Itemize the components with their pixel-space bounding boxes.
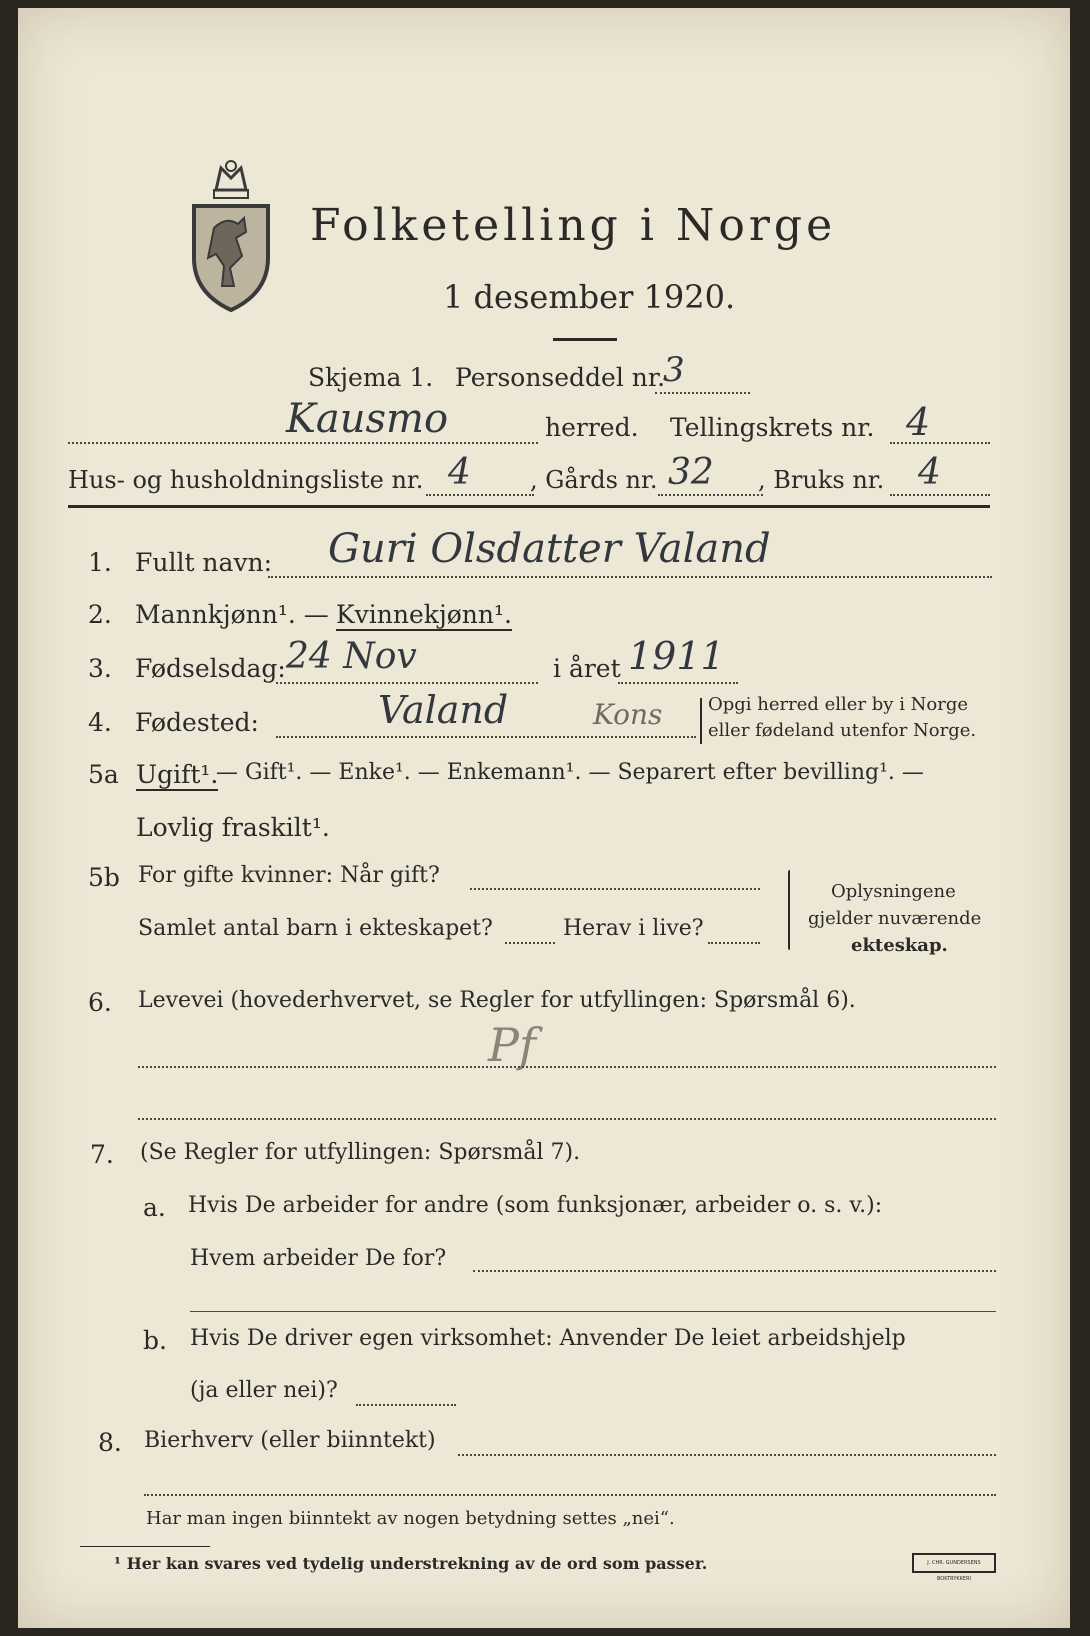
- gards-line: [658, 494, 763, 496]
- q2-number: 2.: [88, 600, 112, 629]
- q8-number: 8.: [98, 1428, 122, 1457]
- q5b-note-brace: [788, 870, 790, 950]
- q4-value-extra[interactable]: Kons: [593, 698, 663, 731]
- q8-line: [458, 1454, 996, 1456]
- q7a-letter: a.: [143, 1193, 166, 1222]
- q3-year-value[interactable]: 1911: [628, 634, 725, 678]
- q5b-barn-line: [505, 942, 555, 944]
- footnote: ¹ Her kan svares ved tydelig understrekning av de ord som passer.: [114, 1554, 708, 1573]
- q3-label: Fødselsdag:: [135, 654, 286, 683]
- q7b-line: [356, 1404, 456, 1406]
- form-date: 1 desember 1920.: [443, 278, 736, 316]
- q5b-line1: For gifte kvinner: Når gift?: [138, 863, 440, 888]
- bruks-label: , Bruks nr.: [758, 466, 885, 494]
- herred-value[interactable]: Kausmo: [286, 396, 449, 442]
- q6-number: 6.: [88, 988, 112, 1017]
- q6-value[interactable]: Pf: [488, 1018, 536, 1072]
- tellingskrets-value[interactable]: 4: [906, 400, 931, 444]
- q4-line: [276, 736, 696, 738]
- q5a-line2: Lovlig fraskilt¹.: [136, 813, 330, 842]
- tellingskrets-label: Tellingskrets nr.: [670, 413, 875, 442]
- q8-note: Har man ingen biinntekt av nogen betydning settes „nei“.: [146, 1508, 675, 1529]
- q5b-note-3: ekteskap.: [851, 935, 948, 956]
- personseddel-value[interactable]: 3: [663, 350, 685, 390]
- q4-label: Fødested:: [135, 708, 259, 737]
- q3-number: 3.: [88, 654, 112, 683]
- q5b-naar-gift-line: [470, 888, 760, 890]
- gards-label: , Gårds nr.: [530, 466, 658, 494]
- q1-line: [268, 576, 992, 578]
- bruks-value[interactable]: 4: [918, 452, 941, 493]
- herred-label: herred.: [545, 413, 639, 442]
- skjema-label: Skjema 1.: [308, 363, 434, 392]
- q6-line-2: [138, 1118, 996, 1120]
- footnote-divider: [80, 1546, 210, 1547]
- q5b-number: 5b: [88, 863, 120, 892]
- q7-number: 7.: [90, 1140, 114, 1169]
- q6-line-1: [138, 1066, 996, 1068]
- q2-mann: Mannkjønn¹. —: [135, 600, 329, 629]
- q5b-live-line: [708, 942, 760, 944]
- hus-line: [426, 494, 534, 496]
- gards-value[interactable]: 32: [668, 452, 714, 493]
- q4-note-brace: [700, 698, 702, 744]
- q7b-line1: Hvis De driver egen virksomhet: Anvender De leiet arbeidshjelp: [190, 1326, 906, 1351]
- form-title: Folketelling i Norge: [310, 200, 837, 251]
- census-form-page: [18, 8, 1070, 1628]
- q1-number: 1.: [88, 548, 112, 577]
- header-divider: [68, 505, 990, 508]
- q4-number: 4.: [88, 708, 112, 737]
- tellingskrets-line: [890, 442, 990, 444]
- q5a-number: 5a: [88, 760, 119, 789]
- personseddel-line: [655, 392, 750, 394]
- q2-kvinne[interactable]: Kvinnekjønn¹.: [336, 600, 512, 629]
- coat-of-arms-icon: [186, 158, 276, 318]
- q6-label: Levevei (hovederhvervet, se Regler for utfyllingen: Spørsmål 6).: [138, 988, 856, 1013]
- q3-value[interactable]: 24 Nov: [286, 636, 417, 677]
- q7b-letter: b.: [143, 1326, 167, 1355]
- q4-note-2: eller fødeland utenfor Norge.: [708, 720, 977, 741]
- q5a-ugift[interactable]: Ugift¹.: [136, 760, 219, 789]
- q5b-note-1: Oplysningene: [831, 881, 956, 902]
- q3-year-line: [618, 682, 738, 684]
- q5b-note-2: gjelder nuværende: [808, 908, 982, 929]
- bruks-line: [890, 494, 990, 496]
- q4-value[interactable]: Valand: [378, 688, 509, 732]
- q1-value[interactable]: Guri Olsdatter Valand: [328, 526, 771, 572]
- q7a-line-extra: [190, 1311, 996, 1312]
- q7a-line: [473, 1270, 996, 1272]
- q5a-options: — Gift¹. — Enke¹. — Enkemann¹. — Separert efter bevilling¹. —: [216, 760, 924, 785]
- hus-value[interactable]: 4: [448, 452, 471, 493]
- q7a-line2: Hvem arbeider De for?: [190, 1246, 447, 1271]
- q1-label: Fullt navn:: [135, 548, 273, 577]
- q3-year-label: i året: [553, 654, 621, 683]
- q3-line: [276, 682, 538, 684]
- q8-label: Bierhverv (eller biinntekt): [144, 1428, 436, 1453]
- hus-label: Hus- og husholdningsliste nr.: [68, 466, 424, 494]
- q5b-line2a: Samlet antal barn i ekteskapet?: [138, 916, 493, 941]
- q8-line-2: [144, 1494, 996, 1496]
- herred-line: [68, 442, 538, 444]
- title-divider: [553, 338, 617, 341]
- q7-label: (Se Regler for utfyllingen: Spørsmål 7).: [140, 1140, 581, 1165]
- q5b-line2b: Herav i live?: [563, 916, 704, 941]
- printer-stamp: J. CHR. GUNDERSENS BOKTRYKKERI: [912, 1553, 996, 1573]
- q7b-line2: (ja eller nei)?: [190, 1378, 338, 1403]
- personseddel-label: Personseddel nr.: [455, 363, 666, 392]
- q4-note-1: Opgi herred eller by i Norge: [708, 694, 969, 715]
- q7a-line1: Hvis De arbeider for andre (som funksjonær, arbeider o. s. v.):: [188, 1193, 883, 1218]
